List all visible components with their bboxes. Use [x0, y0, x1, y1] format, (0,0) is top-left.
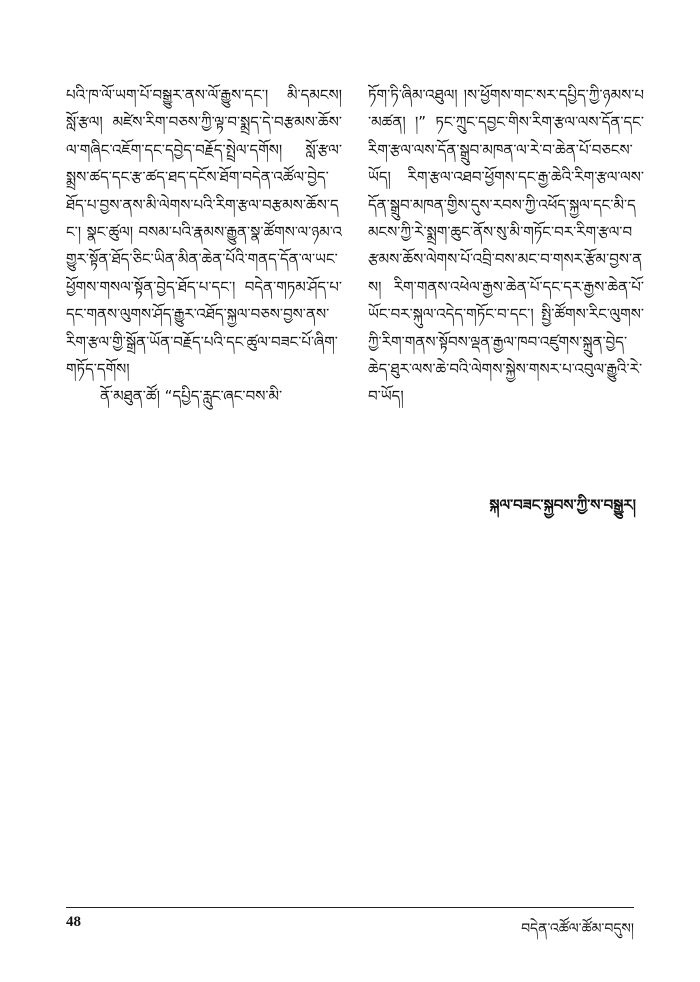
journal-title-footer: བདེན་འཚོལ་ཚོམ་བདུས། — [521, 921, 634, 937]
translator-signature: སྐལ་བཟང་སྐྱབས་ཀྱི་ས་བསྒྱུར། — [489, 496, 636, 514]
left-text-column — [66, 82, 342, 474]
page-number: 48 — [66, 914, 81, 930]
footer-divider — [66, 907, 634, 908]
left-paragraph-2: ནོ་མཐུན་ཚོ། “དཔྱིད་རླུང་ཞང་བས་མི་ — [100, 387, 283, 406]
right-paragraph-1: ཏོག་ཏི་ཞིམ་འཐུལ། །ས་ཕྱོགས་གང་སར་དཔྱིད་ཀྱི་ཉམས་པ་མཚན། །” ཏང་ཀྲུང་དབྱང་གིས་རིག་རྩལ་ལས་དོན་དང་རིག་རྩལ་ལས་དོན་སྒྲུབ་མཁན་ལ་རེ་བ་ཆེན་པོ་བཅངས་ཡོད། རིག་རྩལ་འཐབ་ཕྱོགས་དང་རྒྱ་ཆེའི་རིག་རྩལ་ལས་དོན་སྒྲུབ་མཁན་གྱིས་དུས་རབས་ཀྱི་འཕོད་སྐྱལ་དང་མི་དམངས་ཀྱི་རེ་སྨྲག་ཆུང་ནོས་སུ་མི་གཏོང་བར་རིག་རྩལ་བརྩམས་ཆོས་ལེགས་པོ་འབྲི་བས་མང་བ་གསར་རྩོམ་བྱས་ནས། རིག་གནས་འཕེལ་རྒྱས་ཆེན་པོ་དང་དར་རྒྱས་ཆེན་པོ་ཡོང་བར་སྐུལ་འདེད་གཏོང་བ་དང་། སྤྱི་ཚོགས་རིང་ལུགས་ཀྱི་རིག་གནས་སྟོབས་ལྡན་རྒྱལ་ཁབ་འཛུགས་སྐྲུན་བྱེད་ཆེད་ཐུར་ལས་ཆེ་བའི་ལེགས་སྐྱེས་གསར་པ་འབུལ་རྒྱུའི་རེ་བ་ཡོད། — [368, 86, 644, 406]
left-paragraph-1: པའི་ཁ་ལོ་ཡག་པོ་བསྒྱུར་ནས་ལོ་རྒྱུས་དང་། མི་དམངས། སློ་རྩལ། མཛེས་རིག་བཅས་ཀྱི་ལྟ་བ་སྨྲད་དེ་བརྩམས་ཆོས་ལ་གཞིང་འཇོག་དང་དབྱེད་བརྗོད་སྤྲེལ་དགོས། སློ་རྩལ་སྨྲས་ཚད་དང་རྩ་ཚད་ཐད་དངོས་ཐོག་བདེན་འཚོལ་བྱེད་ཐོད་པ་བྱས་ནས་མི་ལེགས་པའི་རིག་རྩལ་བརྩམས་ཆོས་དང་། སྣང་ཚུལ། བསམ་པའི་རྣམས་རྒྱུན་སྣ་ཚོགས་ལ་ཉམ་འགྱུར་སྟོན་ཐོད་ཅིང་ཡིན་མིན་ཆེན་པོའི་གནད་དོན་ལ་ཡང་ཕྱོགས་གསལ་སྟོན་བྱེད་ཐོད་པ་དང་། བདེན་གཏམ་ཤོད་པ་དང་གནས་ལུགས་ཤོད་རྒྱུར་འཐོད་སྐྱལ་བཅས་བྱས་ནས་རིག་རྩལ་གྱི་སྒྲོན་ཡོན་བརྗོད་པའི་དང་ཚུལ་བཟང་པོ་ཞིག་གཏོད་དགོས། — [66, 86, 342, 379]
right-text-column — [368, 82, 644, 474]
